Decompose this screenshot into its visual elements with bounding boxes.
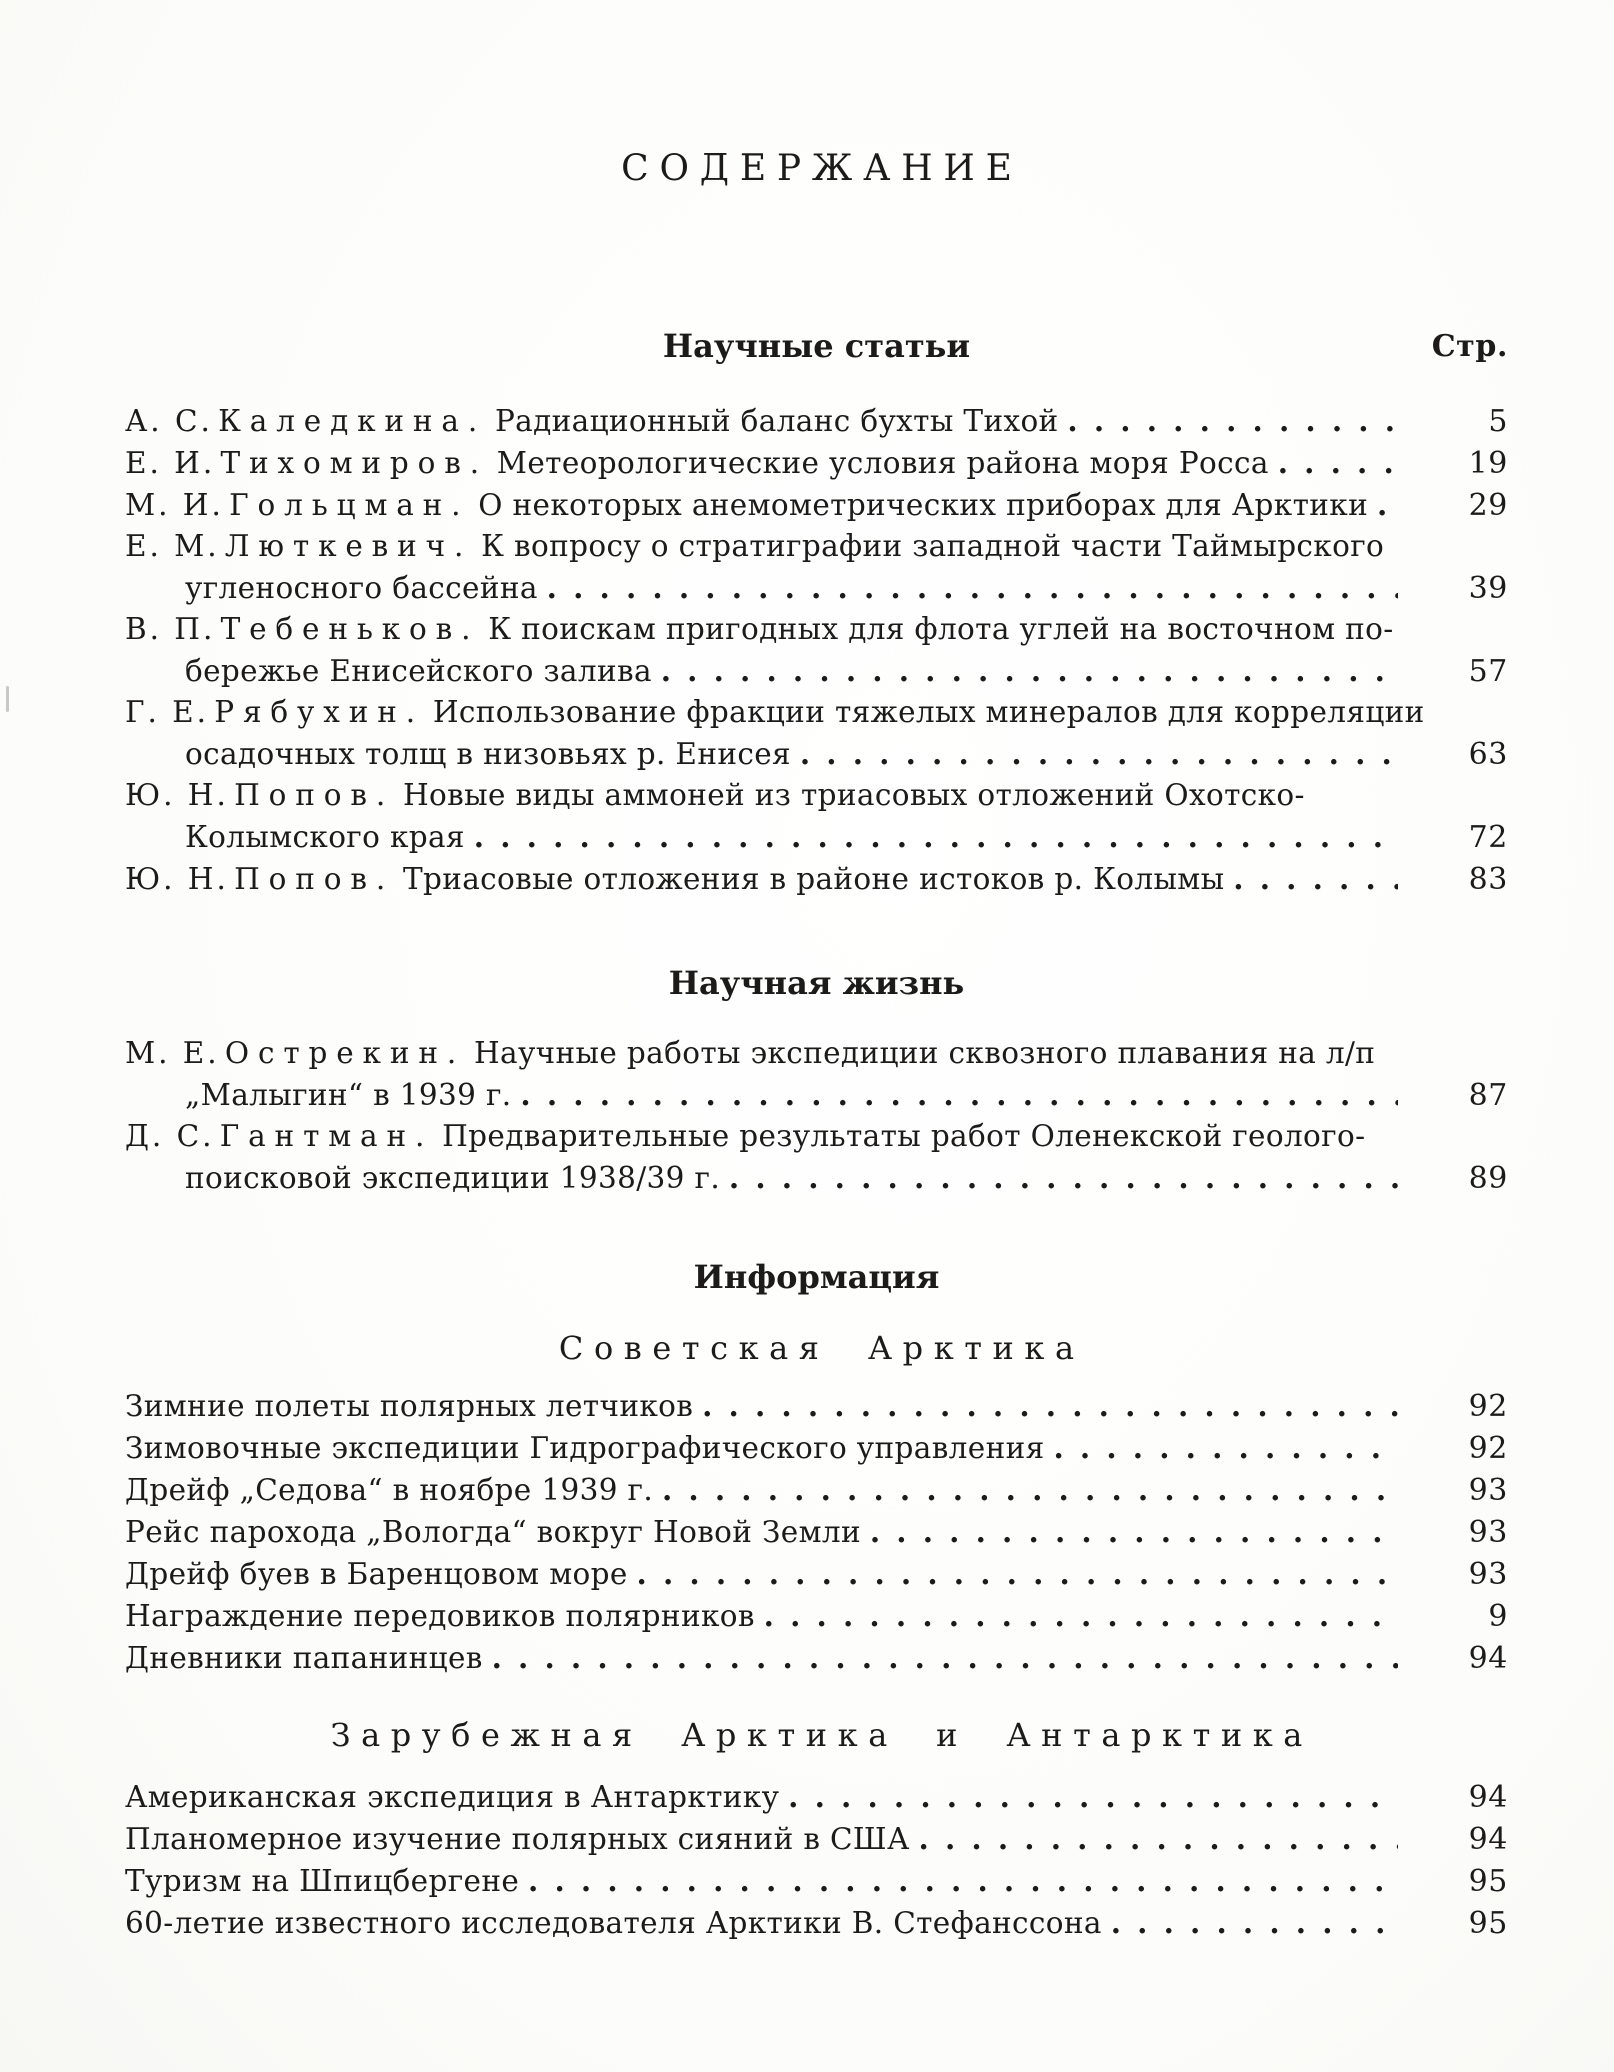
entry-line	[125, 1860, 1508, 1902]
entry-line	[125, 733, 1508, 775]
section-heading	[125, 1714, 1508, 1756]
entry-author-initials: В. П.	[125, 612, 216, 646]
entry-text: Колымского края	[185, 820, 465, 854]
dot-leader	[720, 1157, 1398, 1199]
entry-line	[125, 1818, 1508, 1860]
entry-author-surname: Каледкина.	[218, 404, 487, 438]
dot-leader	[861, 1511, 1398, 1553]
page-title: СОДЕРЖАНИЕ	[621, 148, 1023, 189]
toc-entry	[125, 858, 1508, 900]
entry-line	[125, 775, 1508, 816]
section-foreign-arctic	[125, 1714, 1508, 1944]
entry-author-initials: А. С.	[125, 404, 213, 438]
page-number: 92	[1468, 1389, 1508, 1424]
section-heading-text: Советская Арктика	[558, 1329, 1085, 1367]
dot-leader	[538, 567, 1398, 609]
entry-text: угленосного бассейна	[185, 571, 538, 605]
dot-leader	[779, 1776, 1398, 1818]
toc-entries	[125, 1385, 1508, 1679]
entry-line	[125, 442, 1508, 484]
entry-line	[125, 1427, 1508, 1469]
dot-leader	[483, 1637, 1398, 1679]
page-number: 83	[1468, 862, 1508, 897]
entry-text: Ю. Н. Попов. Новые виды аммоней из триасовых отложений Охотско-	[125, 778, 1305, 812]
toc-entry	[125, 1860, 1508, 1902]
page-number: 94	[1468, 1641, 1508, 1676]
dot-leader	[1269, 442, 1398, 484]
entry-author-initials: Е. М.	[125, 529, 220, 563]
entry-line	[125, 1902, 1508, 1944]
entry-line	[125, 650, 1508, 692]
entry-text: „Малыгин“ в 1939 г.	[185, 1078, 512, 1112]
page-number: 94	[1468, 1780, 1508, 1815]
entry-line	[125, 1511, 1508, 1553]
page-number: 93	[1468, 1515, 1508, 1550]
entry-text: Дневники папанинцев	[125, 1641, 483, 1675]
dot-leader	[628, 1553, 1398, 1595]
entry-text: Планомерное изучение полярных сияний в США	[125, 1822, 910, 1856]
entry-line	[125, 1776, 1508, 1818]
toc-entry	[125, 1595, 1508, 1637]
toc-entry	[125, 442, 1508, 484]
scan-artifact	[6, 686, 9, 712]
section-scientific-articles	[125, 325, 1508, 900]
entry-line	[125, 1033, 1508, 1074]
toc-entry	[125, 400, 1508, 442]
toc-entries	[125, 1033, 1508, 1199]
dot-leader	[512, 1074, 1398, 1116]
entry-author-surname: Люткевич.	[224, 529, 473, 563]
section-heading	[125, 1327, 1508, 1369]
toc-entry	[125, 526, 1508, 609]
entry-author-initials: Ю. Н.	[125, 778, 229, 812]
entry-text: 60-летие известного исследователя Арктики В. Стефанссона	[125, 1906, 1102, 1940]
entry-line	[125, 816, 1508, 858]
dot-leader	[653, 1469, 1398, 1511]
entry-author-surname: Гантман.	[219, 1119, 434, 1153]
section-scientific-life	[125, 962, 1508, 1199]
entry-author-surname: Рябухин.	[214, 695, 424, 729]
page-number: 93	[1468, 1473, 1508, 1508]
entry-text: Зимние полеты полярных летчиков	[125, 1389, 694, 1423]
dot-leader	[755, 1595, 1398, 1637]
entry-text: Ю. Н. Попов. Триасовые отложения в районе истоков р. Колымы	[125, 862, 1225, 896]
entry-author-initials: Ю. Н.	[125, 862, 229, 896]
page-number: 5	[1488, 404, 1508, 439]
section-heading	[125, 962, 1508, 1004]
entry-text: Дрейф буев в Баренцовом море	[125, 1557, 628, 1591]
entry-author-surname: Попов.	[234, 778, 395, 812]
toc-entry	[125, 1902, 1508, 1944]
entry-text: осадочных толщ в низовьях р. Енисея	[185, 737, 792, 771]
section-soviet-arctic	[125, 1327, 1508, 1679]
entry-text: поисковой экспедиции 1938/39 г.	[185, 1161, 721, 1195]
page-number: 95	[1468, 1864, 1508, 1899]
entry-author-initials: М. И.	[125, 488, 224, 522]
toc-entry	[125, 1776, 1508, 1818]
entry-author-surname: Тебеньков.	[220, 612, 480, 646]
entry-author-surname: Попов.	[234, 862, 395, 896]
dot-leader	[693, 1385, 1398, 1427]
entry-line	[125, 484, 1508, 526]
entry-text: Д. С. Гантман. Предварительные результаты работ Оленекской геолого-	[125, 1119, 1366, 1153]
entry-text: Зимовочные экспедиции Гидрографического управления	[125, 1431, 1045, 1465]
page-number: 87	[1468, 1078, 1508, 1113]
section-heading-text: Информация	[693, 1258, 940, 1296]
dot-leader	[910, 1818, 1398, 1860]
toc-entries	[125, 1776, 1508, 1944]
entry-line	[125, 1637, 1508, 1679]
dot-leader	[465, 816, 1398, 858]
entry-author-surname: Острекин.	[224, 1036, 466, 1070]
entry-text: Туризм на Шпицбергене	[125, 1864, 520, 1898]
entry-text: М. И. Гольцман. О некоторых анемометрических приборах для Арктики	[125, 488, 1369, 522]
page-number: 94	[1468, 1822, 1508, 1857]
page-number: 57	[1468, 654, 1508, 689]
section-heading-text: Научная жизнь	[668, 964, 965, 1002]
entry-text: Е. И. Тихомиров. Метеорологические условия района моря Росса	[125, 446, 1269, 480]
page-number: 19	[1468, 446, 1508, 481]
entry-text: А. С. Каледкина. Радиационный баланс бухты Тихой	[125, 404, 1059, 438]
entry-author-surname: Гольцман.	[229, 488, 470, 522]
toc-entry	[125, 1385, 1508, 1427]
toc-entry	[125, 775, 1508, 858]
entry-line	[125, 526, 1508, 567]
entry-text: М. Е. Острекин. Научные работы экспедиции сквозного плавания на л/п	[125, 1036, 1376, 1070]
entry-text: Г. Е. Рябухин. Использование фракции тяжелых минералов для корреляции	[125, 695, 1425, 729]
toc-entry	[125, 1469, 1508, 1511]
toc-entry	[125, 1116, 1508, 1199]
page-number: 9	[1488, 1599, 1508, 1634]
section-information	[125, 1256, 1508, 1298]
dot-leader	[1224, 858, 1398, 900]
toc-entry	[125, 1637, 1508, 1679]
dot-leader	[791, 733, 1398, 775]
toc-sections	[125, 325, 1508, 1944]
dot-leader	[1368, 484, 1398, 526]
entry-line	[125, 1116, 1508, 1157]
section-heading-text: Научные статьи	[662, 327, 971, 365]
dot-leader	[652, 650, 1398, 692]
entry-author-initials: Г. Е.	[125, 695, 209, 729]
entry-line	[125, 400, 1508, 442]
entry-line	[125, 858, 1508, 900]
page-number: 29	[1468, 488, 1508, 523]
page-number: 39	[1468, 571, 1508, 606]
entry-text: Дрейф „Седова“ в ноябре 1939 г.	[125, 1473, 654, 1507]
toc-entries	[125, 400, 1508, 900]
entry-line	[125, 1595, 1508, 1637]
page-number: 63	[1468, 737, 1508, 772]
entry-line	[125, 692, 1508, 733]
entry-line	[125, 1157, 1508, 1199]
toc-entry	[125, 692, 1508, 775]
toc-entry	[125, 1553, 1508, 1595]
section-heading	[125, 325, 1508, 367]
entry-line	[125, 1385, 1508, 1427]
entry-text: В. П. Тебеньков. К поискам пригодных для флота углей на восточном по-	[125, 612, 1394, 646]
entry-line	[125, 1553, 1508, 1595]
entry-line	[125, 567, 1508, 609]
page-number: 95	[1468, 1906, 1508, 1941]
entry-author-surname: Тихомиров.	[220, 446, 488, 480]
page-number: 89	[1468, 1161, 1508, 1196]
page-number: 72	[1468, 820, 1508, 855]
dot-leader	[1045, 1427, 1398, 1469]
toc-entry	[125, 609, 1508, 692]
entry-line	[125, 609, 1508, 650]
section-heading	[125, 1256, 1508, 1298]
section-heading-text: Зарубежная Арктика и Антарктика	[330, 1716, 1313, 1754]
entry-text: бережье Енисейского залива	[185, 654, 652, 688]
entry-line	[125, 1074, 1508, 1116]
entry-text: Награждение передовиков полярников	[125, 1599, 755, 1633]
page-number: 92	[1468, 1431, 1508, 1466]
page-column-header: Стр.	[1431, 329, 1508, 364]
toc-content	[125, 0, 1508, 1944]
dot-leader	[1059, 400, 1398, 442]
toc-entry	[125, 1511, 1508, 1553]
entry-line	[125, 1469, 1508, 1511]
entry-text: Рейс парохода „Вологда“ вокруг Новой Земли	[125, 1515, 862, 1549]
dot-leader	[519, 1860, 1398, 1902]
dot-leader	[1102, 1902, 1398, 1944]
entry-author-initials: М. Е.	[125, 1036, 220, 1070]
toc-entry	[125, 1033, 1508, 1116]
toc-entry	[125, 1427, 1508, 1469]
entry-text: Е. М. Люткевич. К вопросу о стратиграфии западной части Таймырского	[125, 529, 1385, 563]
entry-author-initials: Д. С.	[125, 1119, 215, 1153]
toc-entry	[125, 1818, 1508, 1860]
entry-author-initials: Е. И.	[125, 446, 216, 480]
toc-entry	[125, 484, 1508, 526]
page-number: 93	[1468, 1557, 1508, 1592]
entry-text: Американская экспедиция в Антарктику	[125, 1780, 780, 1814]
